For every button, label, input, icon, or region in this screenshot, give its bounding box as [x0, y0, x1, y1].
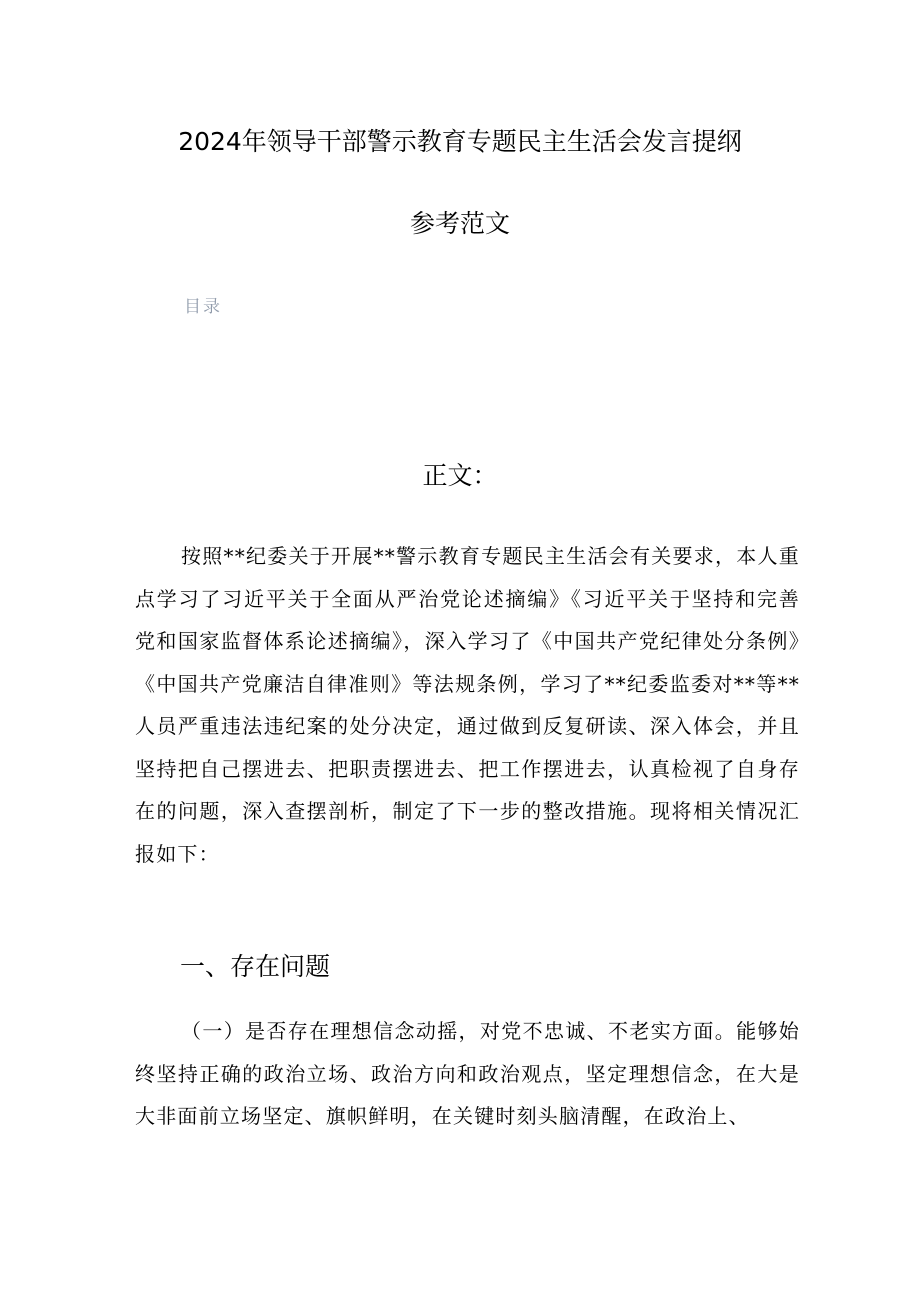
document-title-line-1: 2024年领导干部警示教育专题民主生活会发言提纲 [178, 127, 742, 156]
document-title-line-2: 参考范文 [409, 209, 510, 238]
body-heading: 正文： [422, 461, 498, 490]
intro-paragraph: 按照**纪委关于开展**警示教育专题民主生活会有关要求，本人重点学习了习近平关于全面从严治党论述摘编》《习近平关于坚持和完善党和国家监督体系论述摘编》，深入学习了《中国共产党纪律处分条例》《中国共产党廉洁自律准则》等法规条例，学习了**纪委监委对**等**人员严重违法违纪案的处分决定，通过做到反复研读、深入体会，并且坚持把自己摆进去、把职责摆进去、把工作摆进去，认真检视了自身存在的问题，深入查摆剖析，制定了下一步的整改措施。现将相关情况汇报如下： [135, 544, 800, 866]
section-paragraph-1: （一）是否存在理想信念动摇，对党不忠诚、不老实方面。能够始终坚持正确的政治立场、政治方向和政治观点，坚定理想信念，在大是大非面前立场坚定、旗帜鲜明，在关键时刻头脑清醒，在政治上、 [135, 1019, 800, 1128]
table-of-contents-label: 目录 [184, 297, 222, 317]
section-heading-issues: 一、存在问题 [180, 952, 331, 981]
